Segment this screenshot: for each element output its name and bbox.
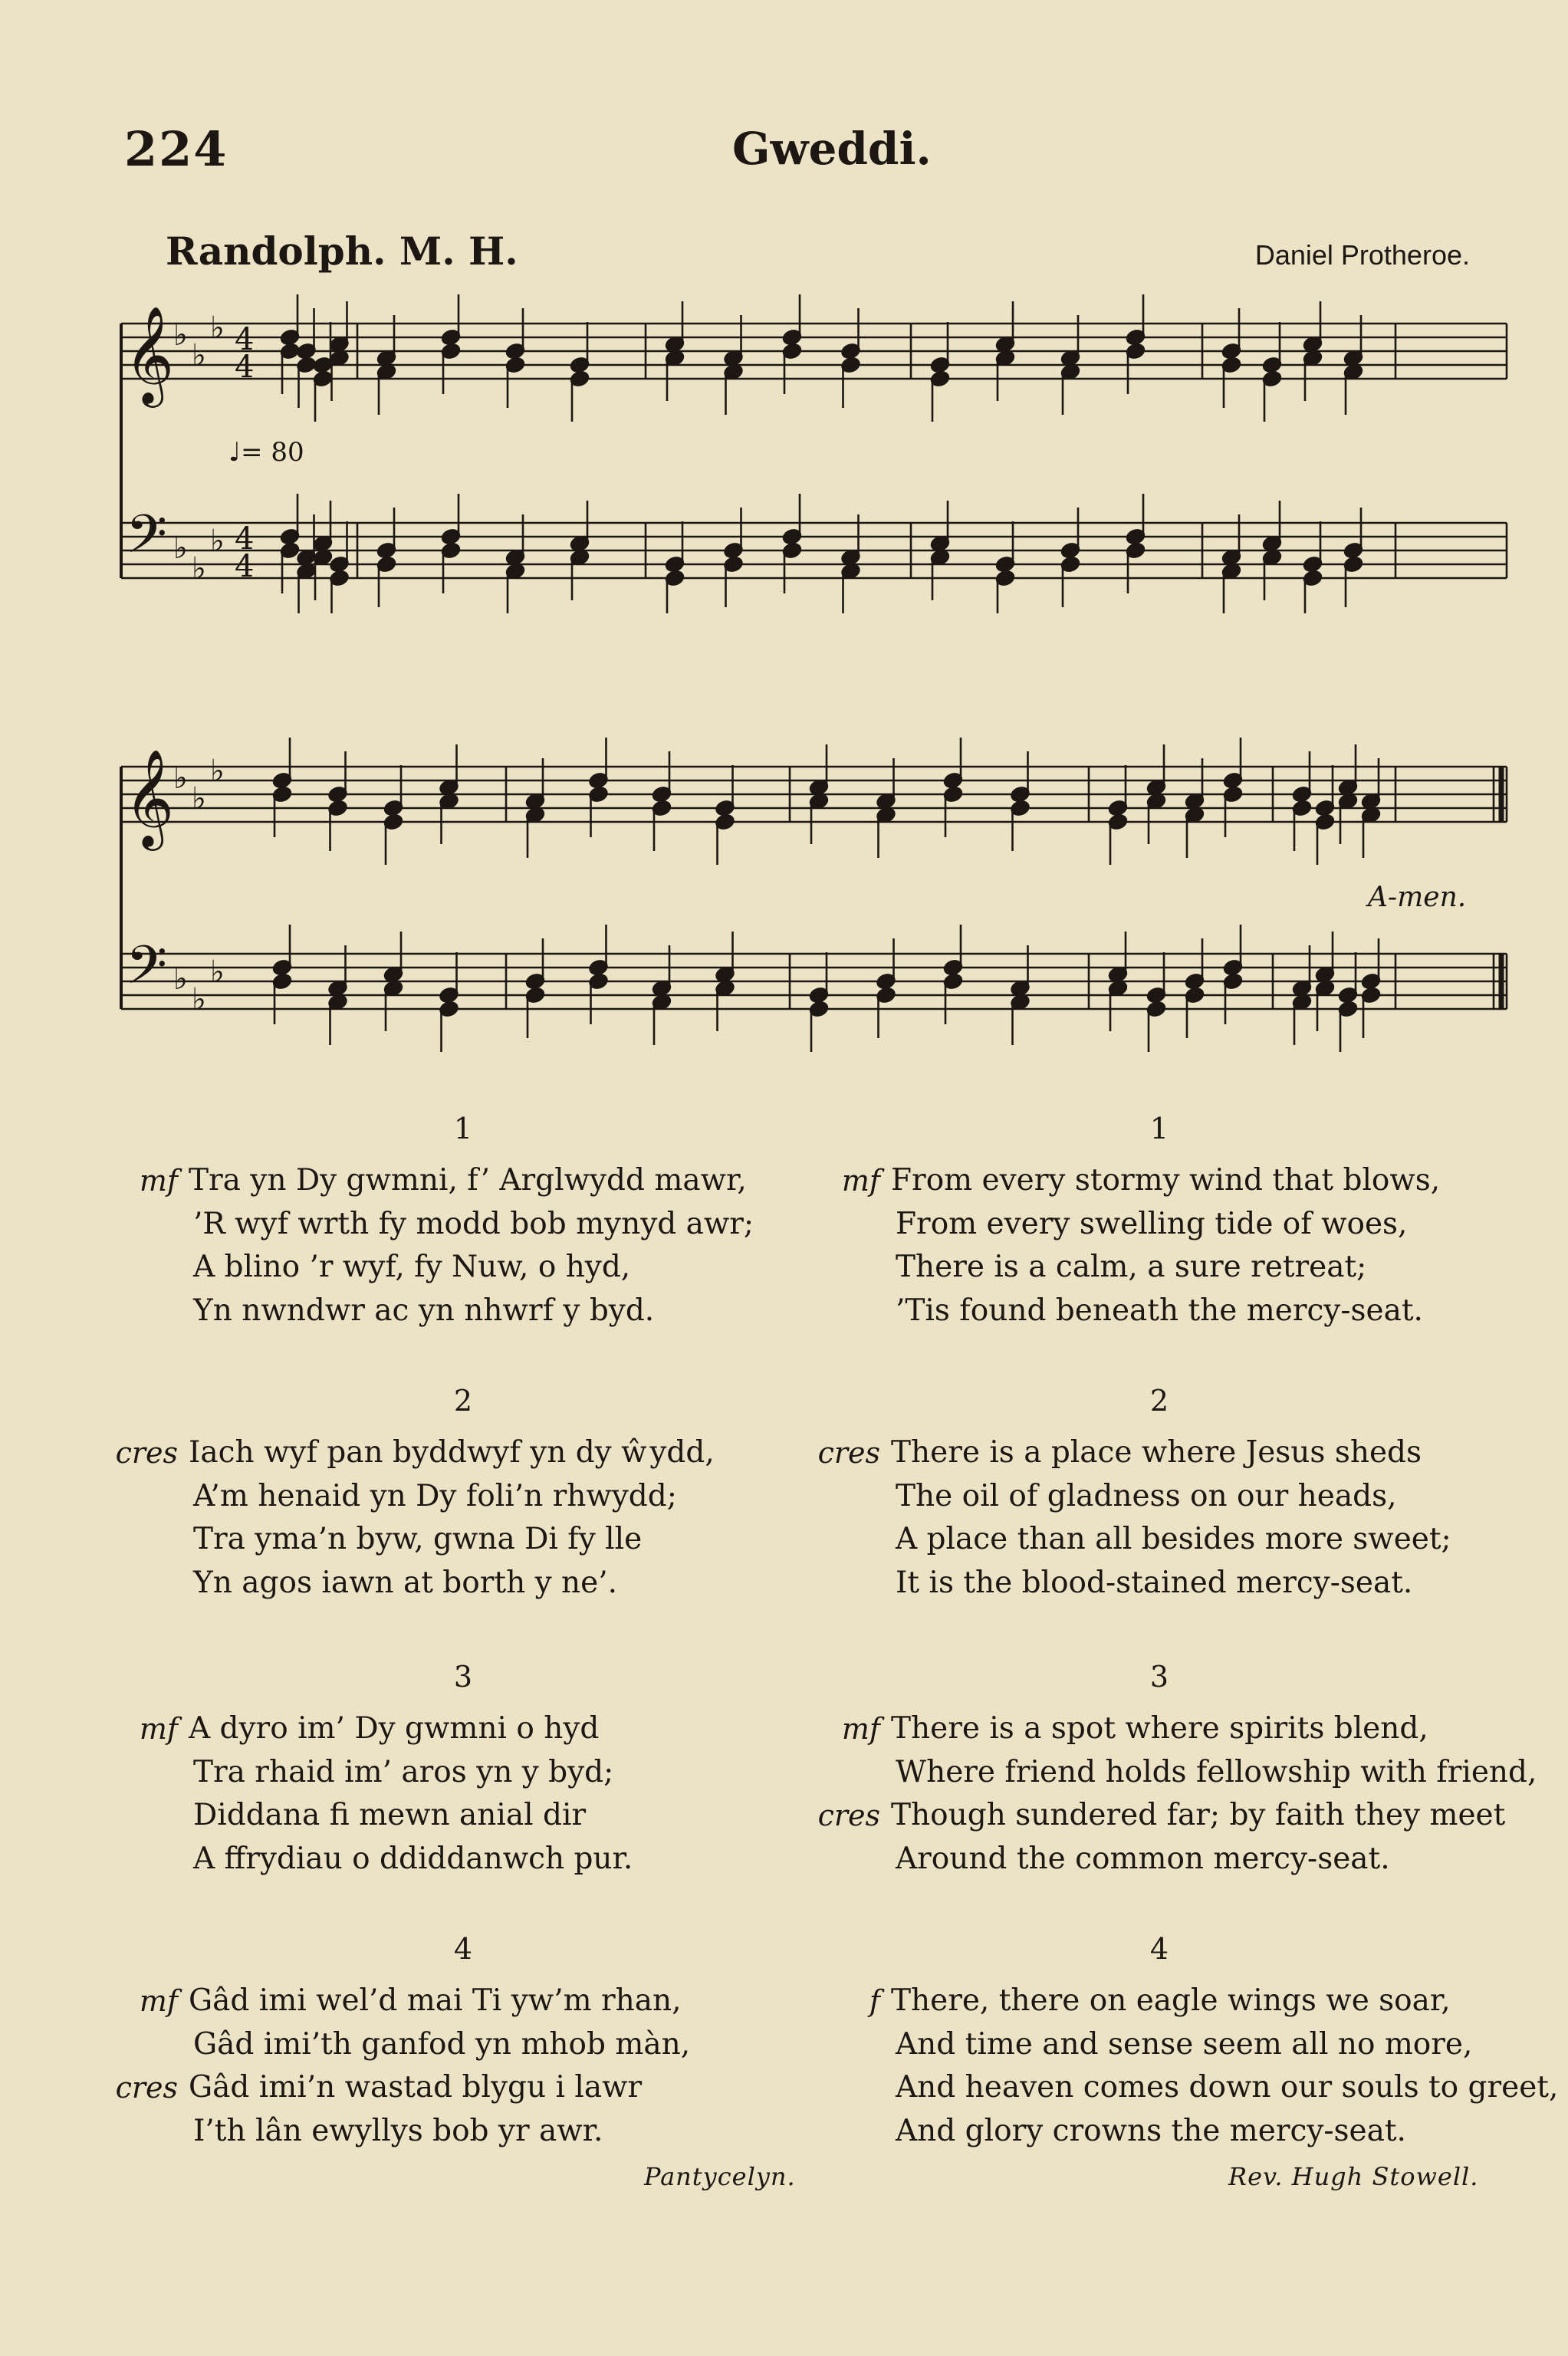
verse-text: A ffrydiau o ddiddanwch pur. — [193, 1841, 633, 1876]
flat-sign: ♭ — [210, 311, 225, 346]
verse — [841, 1159, 1441, 1332]
verse-line — [817, 1431, 1451, 1475]
verse-text: And glory crowns the mercy-seat. — [896, 2113, 1406, 2148]
verse-text: A blino ’r wyf, fy Nuw, o hyd, — [193, 1250, 631, 1284]
verse — [115, 1980, 691, 2153]
flat-sign: ♭ — [192, 551, 206, 587]
verse-text: Gâd imi’th ganfod yn mhob màn, — [193, 2026, 691, 2062]
tempo-mark: ♩= 80 — [228, 437, 304, 468]
verse-text: Where friend holds fellowship with friend, — [896, 1754, 1537, 1789]
verse-number: 4 — [453, 1932, 473, 1966]
verse-line — [891, 1518, 1451, 1562]
dynamic-marking: cres — [115, 1436, 178, 1470]
time-signature: 4 — [235, 521, 255, 557]
verse-line — [139, 1980, 690, 2023]
amen-label: A-men. — [1368, 882, 1467, 913]
verse-line — [115, 2066, 690, 2110]
verse-text: And time and sense seem all no more, — [896, 2026, 1473, 2062]
running-title: Gweddi. — [732, 123, 932, 175]
treble-clef: 𝄞 — [124, 748, 175, 846]
verse-line — [841, 1159, 1441, 1203]
verse-line — [841, 1707, 1537, 1751]
verse — [869, 1980, 1559, 2153]
verse-text: Yn agos iawn at borth y ne’. — [193, 1565, 618, 1600]
verse-line — [189, 1290, 754, 1333]
flat-sign: ♭ — [192, 982, 206, 1017]
verse-line — [891, 1751, 1537, 1795]
verse-line — [891, 1475, 1451, 1519]
dynamic-marking: mf — [139, 1984, 178, 2018]
verse-number: 2 — [453, 1384, 473, 1418]
verse-line — [891, 2066, 1558, 2110]
verse-line — [189, 1562, 715, 1605]
verse-line — [891, 1290, 1440, 1333]
dynamic-marking: mf — [841, 1164, 880, 1198]
bass-clef: 𝄢 — [126, 503, 168, 578]
verse-line — [189, 2023, 690, 2067]
verse — [139, 1159, 754, 1332]
verse-line — [891, 1246, 1440, 1290]
verse — [139, 1707, 633, 1881]
verse-text: Tra yn Dy gwmni, f’ Arglwydd mawr, — [189, 1163, 747, 1198]
verse-text: ’R wyf wrth fy modd bob mynyd awr; — [193, 1206, 754, 1241]
dynamic-marking: f — [869, 1984, 880, 2018]
verse-line — [189, 2110, 690, 2154]
dynamic-marking: cres — [115, 2071, 178, 2105]
flat-sign: ♭ — [173, 317, 188, 353]
verse-text: Yn nwndwr ac yn nhwrf y byd. — [193, 1293, 655, 1328]
time-signature: 4 — [235, 350, 255, 385]
music-system-1 — [0, 291, 1568, 613]
verse-number: 3 — [453, 1660, 473, 1694]
verse-line — [891, 2110, 1558, 2154]
verse-line — [891, 1203, 1440, 1247]
verse-line — [139, 1707, 633, 1751]
verse — [817, 1707, 1537, 1881]
verse-number: 1 — [453, 1112, 473, 1145]
treble-clef: 𝄞 — [124, 305, 175, 403]
verse — [115, 1431, 715, 1605]
tune-name: Randolph. M. H. — [166, 228, 518, 274]
time-signature: 4 — [235, 322, 255, 357]
verse-text: There is a calm, a sure retreat; — [896, 1250, 1367, 1284]
verse-line — [869, 1980, 1558, 2023]
bass-clef: 𝄢 — [126, 934, 168, 1009]
dynamic-marking: mf — [139, 1712, 178, 1746]
flat-sign: ♭ — [210, 524, 225, 559]
verse-number: 4 — [1149, 1932, 1169, 1966]
verse-text: Diddana fi mewn anial dir — [193, 1798, 587, 1832]
verse-line — [139, 1159, 754, 1203]
verse-line — [189, 1751, 633, 1795]
flat-sign: ♭ — [210, 754, 225, 789]
verse-text: Though sundered far; by faith they meet — [891, 1798, 1506, 1832]
flat-sign: ♭ — [173, 761, 188, 796]
verse-text: There is a place where Jesus sheds — [891, 1435, 1422, 1470]
verse-text: I’th lân ewyllys bob yr awr. — [193, 2113, 603, 2148]
flat-sign: ♭ — [192, 781, 206, 817]
verse-text: Tra rhaid im’ aros yn y byd; — [193, 1754, 614, 1789]
verse — [817, 1431, 1451, 1605]
verse-line — [891, 2023, 1558, 2067]
verse-text: A place than all besides more sweet; — [896, 1522, 1451, 1556]
flat-sign: ♭ — [173, 531, 188, 566]
verse-line — [115, 1431, 715, 1475]
dynamic-marking: mf — [139, 1164, 178, 1198]
verse-line — [189, 1475, 715, 1519]
english-attribution: Rev. Hugh Stowell. — [1228, 2162, 1479, 2191]
flat-sign: ♭ — [173, 961, 188, 997]
verse-line — [189, 1838, 633, 1881]
verse-text: From every swelling tide of woes, — [896, 1206, 1408, 1241]
composer: Daniel Protheroe. — [1254, 239, 1470, 271]
verse-text: And heaven comes down our souls to greet, — [896, 2070, 1559, 2105]
dynamic-marking: cres — [817, 1436, 880, 1470]
verse-line — [189, 1246, 754, 1290]
verse-text: Gâd imi wel’d mai Ti yw’m rhan, — [189, 1983, 682, 2018]
verse-line — [189, 1518, 715, 1562]
verse-number: 2 — [1149, 1384, 1169, 1418]
verse-text: There, there on eagle wings we soar, — [891, 1983, 1451, 2018]
verse-number: 1 — [1149, 1112, 1169, 1145]
verse-text: A dyro im’ Dy gwmni o hyd — [189, 1711, 600, 1746]
verse-text: A’m henaid yn Dy foli’n rhwydd; — [193, 1478, 677, 1513]
verse-line — [891, 1562, 1451, 1605]
verse-text: The oil of gladness on our heads, — [896, 1478, 1397, 1513]
dynamic-marking: cres — [817, 1799, 880, 1832]
verse-line — [189, 1794, 633, 1838]
page-number: 224 — [124, 121, 228, 177]
music-system-2 — [0, 713, 1568, 1066]
verse-line — [891, 1838, 1537, 1881]
time-signature: 4 — [235, 549, 255, 584]
verse-text: Iach wyf pan byddwyf yn dy ŵydd, — [189, 1435, 715, 1470]
flat-sign: ♭ — [192, 338, 206, 373]
verse-text: Gâd imi’n wastad blygu i lawr — [189, 2070, 643, 2105]
flat-sign: ♭ — [210, 955, 225, 990]
verse-text: Tra yma’n byw, gwna Di fy lle — [193, 1522, 643, 1556]
verse-text: It is the blood-stained mercy-seat. — [896, 1565, 1413, 1600]
dynamic-marking: mf — [841, 1712, 880, 1746]
welsh-attribution: Pantycelyn. — [644, 2162, 796, 2191]
verse-text: Around the common mercy-seat. — [896, 1841, 1390, 1876]
verse-text: From every stormy wind that blows, — [891, 1163, 1441, 1198]
verse-text: There is a spot where spirits blend, — [891, 1711, 1428, 1746]
verse-number: 3 — [1149, 1660, 1169, 1694]
verse-text: ’Tis found beneath the mercy-seat. — [896, 1293, 1423, 1328]
verse-line — [817, 1794, 1537, 1838]
verse-line — [189, 1203, 754, 1247]
